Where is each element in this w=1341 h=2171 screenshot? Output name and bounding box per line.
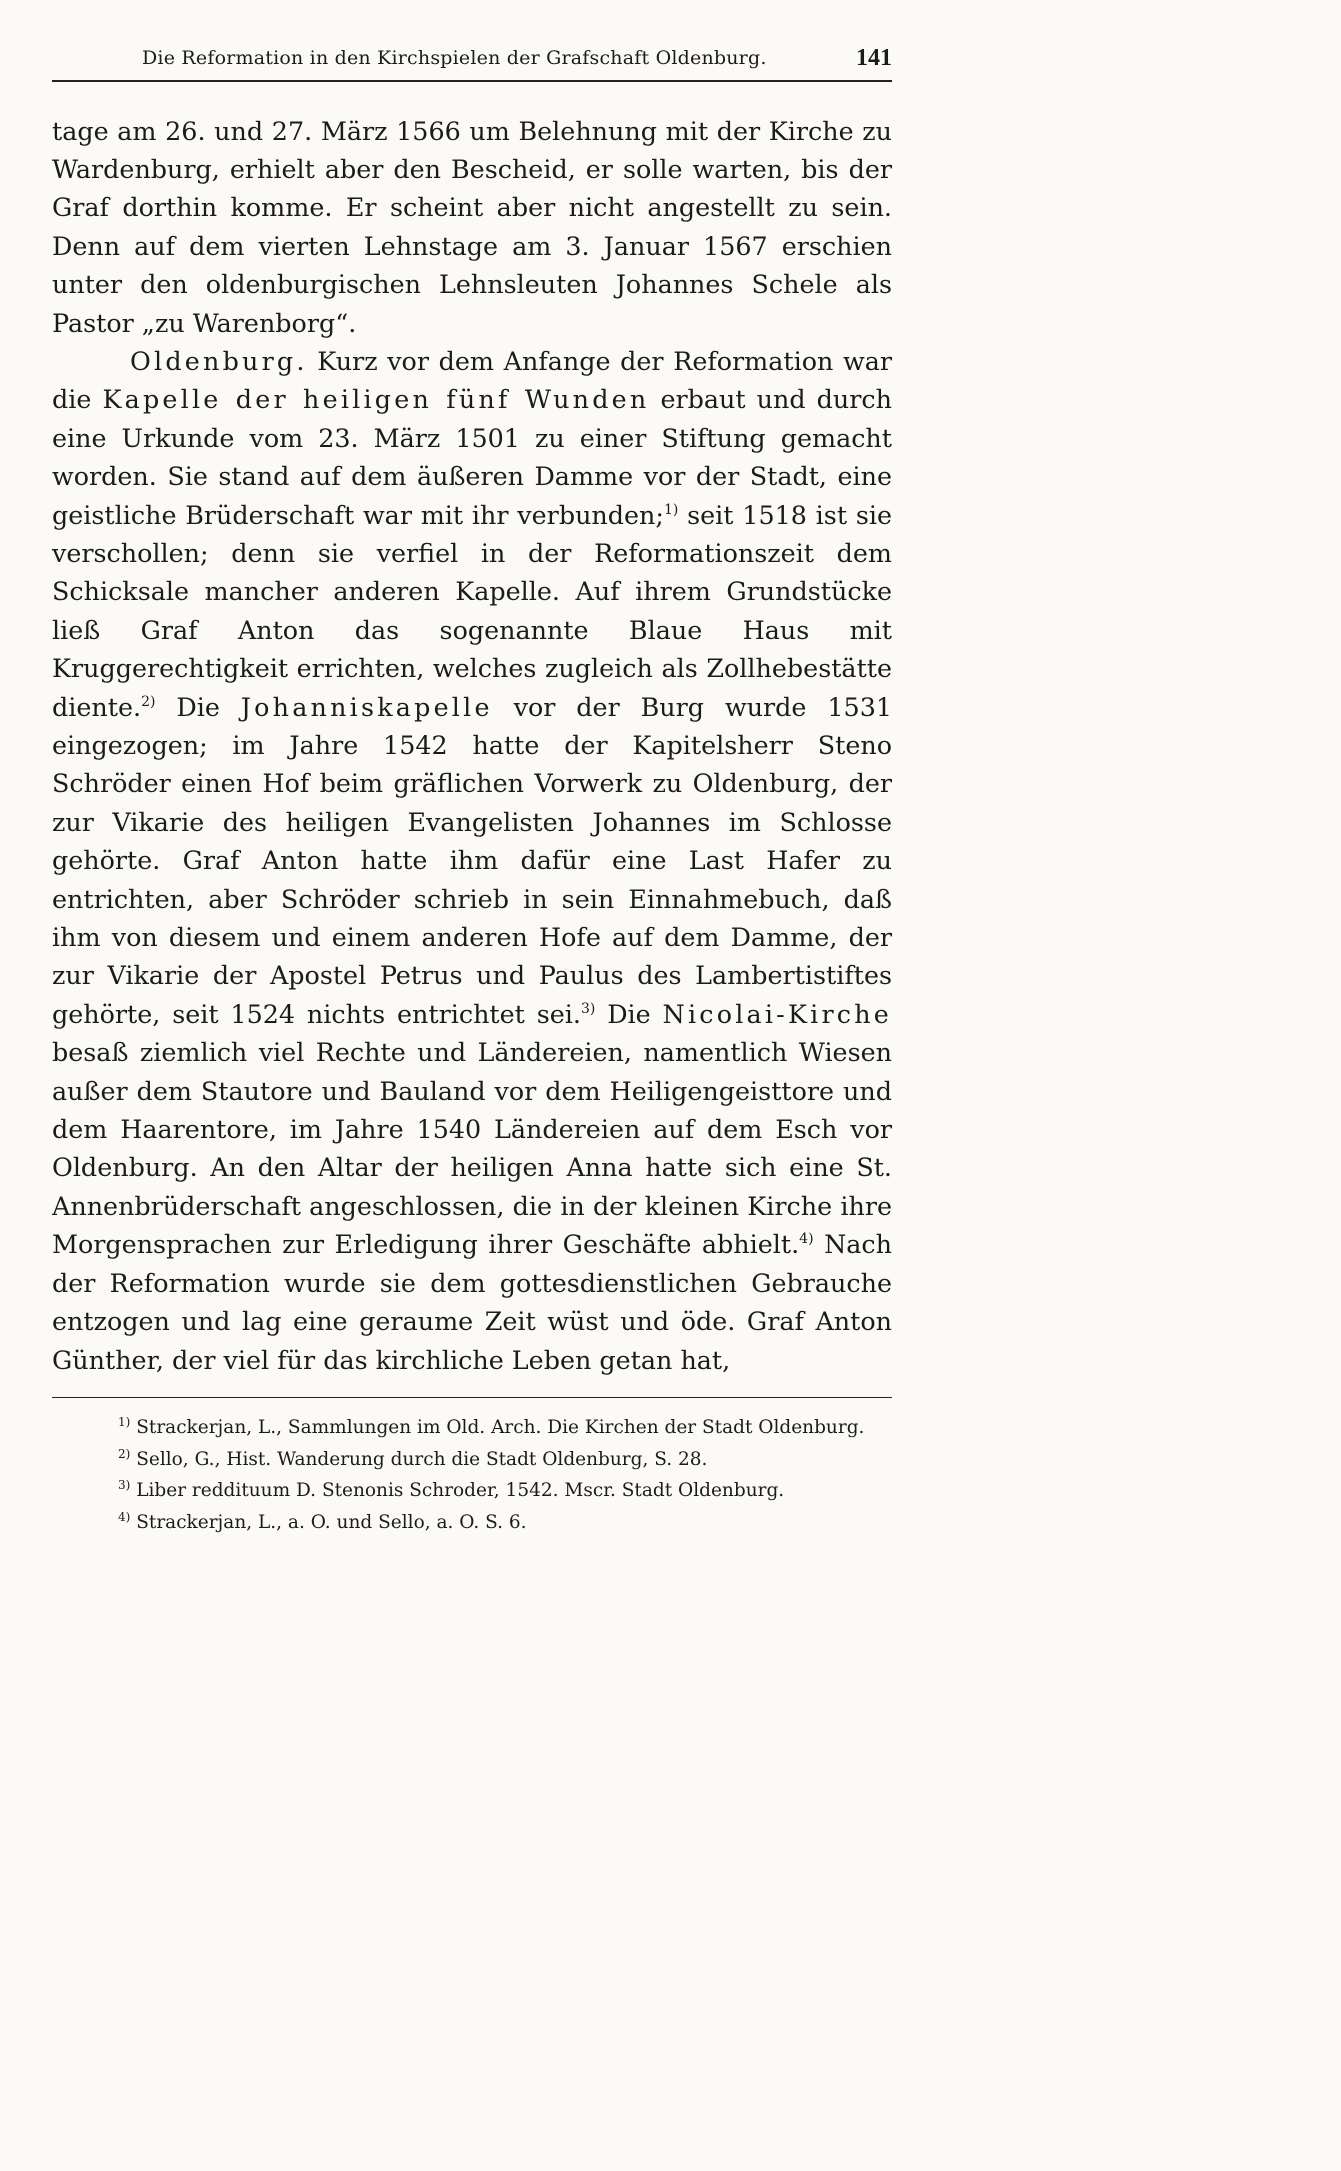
- footnote-marker: 2): [118, 1446, 131, 1461]
- header-rule: [52, 80, 892, 82]
- footnote-ref-3: 3): [580, 1000, 596, 1017]
- footnote-text: Strackerjan, L., Sammlungen im Old. Arch. Die Kirchen der Stadt Oldenburg.: [130, 1417, 865, 1439]
- footnote-marker: 3): [118, 1478, 131, 1493]
- text-segment: Kurz vor dem Anfange der Reformation war die: [52, 345, 892, 415]
- footnote-3: [52, 1475, 892, 1507]
- text-segment: Die: [155, 691, 241, 722]
- footnote-ref-1: 1): [663, 501, 679, 518]
- footnote-marker: 4): [118, 1509, 131, 1524]
- paragraph-oldenburg: [52, 342, 892, 1379]
- text-segment: Die: [595, 998, 663, 1029]
- text-segment: besaß ziemlich viel Rechte und Ländereien, namentlich Wiesen außer dem Stautore und Bauland vor dem Heiligengeisttore und dem Haarentore, im Jahre 1540 Ländereien auf dem Esch vor Oldenburg. An den Altar der heiligen Anna hatte sich eine St. Annenbrüderschaft angeschlossen, die in der kleinen Kirche ihre Morgensprachen zur Erledigung ihrer Geschäfte abhielt.: [52, 1037, 892, 1260]
- nicolai-kirche-name: Nicolai-Kirche: [662, 998, 892, 1029]
- footnote-ref-2: 2): [141, 693, 156, 710]
- footnote-1: [52, 1412, 892, 1444]
- page-header: [52, 38, 892, 78]
- main-text: [52, 112, 892, 1379]
- text-segment: vor der Burg wurde 1531 eingezogen; im Jahre 1542 hatte der Kapitelsherr Steno Schröder einen Hof beim gräflichen Vorwerk zu Oldenburg, der zur Vikarie des heiligen Evangelisten Johannes im Schlosse gehörte. Graf Anton hatte ihm dafür eine Last Hafer zu entrichten, aber Schröder schrieb in sein Einnahmebuch, daß ihm von diesem und einem anderen Hofe auf dem Damme, der zur Vikarie der Apostel Petrus und Paulus des Lambertistiftes gehörte, seit 1524 nichts entrichtet sei.: [52, 691, 893, 1029]
- paragraph-wardenburg: tage am 26. und 27. März 1566 um Belehnung mit der Kirche zu Wardenburg, erhielt aber den Bescheid, er solle warten, bis der Graf dorthin komme. Er scheint aber nicht angestellt zu sein. Denn auf dem vierten Lehnstage am 3. Januar 1567 erschien unter den oldenburgischen Lehnsleuten Johannes Schele als Pastor „zu Warenborg“.: [52, 115, 892, 338]
- section-heading-oldenburg: Oldenburg.: [130, 345, 308, 376]
- footnote-text: Sello, G., Hist. Wanderung durch die Stadt Oldenburg, S. 28.: [130, 1448, 708, 1470]
- johanniskapelle-name: Johanniskapelle: [240, 691, 493, 722]
- text-segment: erbaut und durch eine Urkunde vom 23. März 1501 zu einer Stiftung gemacht worden. Sie stand auf dem äußeren Damme vor der Stadt, eine geistliche Brüderschaft war mit ihr verbunden;: [52, 384, 892, 530]
- text-segment: Nach der Reformation wurde sie dem gottesdienstlichen Gebrauche entzogen und lag eine geraume Zeit wüst und öde. Graf Anton Günther, der viel für das kirchliche Leben getan hat,: [52, 1229, 892, 1375]
- footnote-2: [52, 1444, 892, 1476]
- footnote-text: Liber reddituum D. Stenonis Schroder, 1542. Mscr. Stadt Oldenburg.: [130, 1480, 785, 1502]
- running-title: Die Reformation in den Kirchspielen der Grafschaft Oldenburg.: [142, 47, 767, 69]
- page-number: 141: [856, 45, 892, 71]
- footnote-marker: 1): [118, 1415, 131, 1430]
- chapel-name: Kapelle der heiligen fünf Wunden: [102, 384, 650, 415]
- footnote-ref-4: 4): [799, 1231, 814, 1248]
- footnote-4: [52, 1507, 892, 1539]
- footnote-rule: [52, 1397, 892, 1399]
- footnote-text: Strackerjan, L., a. O. und Sello, a. O. S. 6.: [130, 1511, 527, 1533]
- footnotes: [52, 1412, 892, 1538]
- book-page: [52, 38, 892, 1538]
- text-segment: seit 1518 ist sie verschollen; denn sie verfiel in der Reformationszeit dem Schicksale mancher anderen Kapelle. Auf ihrem Grundstücke ließ Graf Anton das sogenannte Blaue Haus mit Kruggerechtigkeit errichten, welches zugleich als Zollhebestätte diente.: [52, 499, 892, 722]
